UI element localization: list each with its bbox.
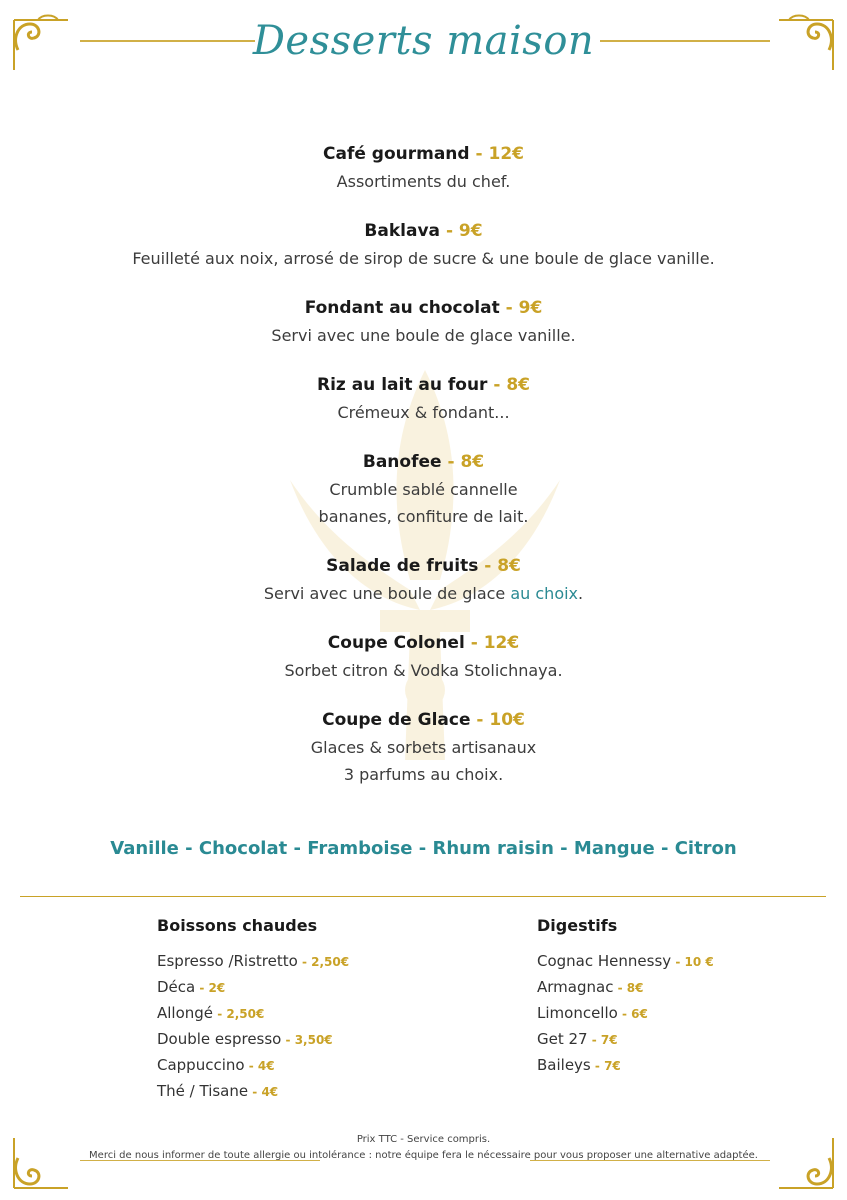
digestifs-list [537,949,714,1079]
drink-name: Get 27 [537,1030,588,1048]
dessert-price: - 12€ [464,633,520,653]
dessert-item [0,629,847,684]
dessert-description: Crumble sablé cannelle [329,480,518,499]
drink-price: - 7€ [590,1059,621,1073]
dessert-name-line [0,217,847,245]
drink-price: - 10 € [671,955,714,969]
drink-name: Thé / Tisane [157,1082,249,1100]
dessert-name-line [0,629,847,657]
dessert-name-line [0,448,847,476]
dessert-description: Glaces & sorbets artisanaux [310,738,537,757]
dessert-list [0,140,847,810]
dessert-description-accent: au choix [510,584,579,603]
dessert-item [0,448,847,530]
digestifs-section [537,916,714,1079]
dessert-name-line [0,371,847,399]
drink-row [537,1027,714,1053]
hot-drinks-section [157,916,349,1105]
drink-row [157,949,349,975]
dessert-name: Salade de fruits [326,556,479,576]
dessert-item [0,217,847,272]
dessert-name-line [0,294,847,322]
drink-name: Espresso /Ristretto [157,952,298,970]
dessert-description-teal: 3 parfums au choix. [343,765,504,784]
dessert-item [0,140,847,195]
drink-price: - 8€ [613,981,644,995]
drink-row [157,1053,349,1079]
dessert-name: Coupe Colonel [327,633,465,653]
drink-row [537,975,714,1001]
dessert-price: - 9€ [445,221,483,241]
drink-row [157,1079,349,1105]
dessert-description: Servi avec une boule de glace au choix. [263,584,584,603]
drink-row [537,1001,714,1027]
hot-drinks-title: Boissons chaudes [157,916,318,935]
drink-name: Cognac Hennessy [537,952,672,970]
drink-price: - 7€ [587,1033,618,1047]
dessert-description: Crémeux & fondant... [337,403,510,422]
dessert-description: bananes, confiture de lait. [318,507,529,526]
dessert-price: - 12€ [469,144,524,164]
drink-row [157,1001,349,1027]
dessert-item [0,371,847,426]
dessert-price: - 8€ [441,452,485,472]
drink-price: - 6€ [617,1007,648,1021]
dessert-price: - 10€ [470,710,525,730]
drink-row [157,975,349,1001]
dessert-name: Fondant au chocolat [304,298,500,318]
digestifs-title: Digestifs [537,916,618,935]
drink-row [537,949,714,975]
drink-name: Armagnac [537,978,614,996]
ice-cream-flavors: Vanille - Chocolat - Framboise - Rhum raisin - Mangue - Citron [110,838,737,859]
dessert-item [0,706,847,788]
drink-name: Cappuccino [157,1056,245,1074]
dessert-price: - 8€ [487,375,530,395]
drink-price: - 2,50€ [213,1007,265,1021]
dessert-description: Assortiments du chef. [336,172,511,191]
drink-row [157,1027,349,1053]
dessert-name-line [0,140,847,168]
dessert-item [0,294,847,349]
dessert-description: Sorbet citron & Vodka Stolichnaya. [284,661,563,680]
drink-name: Baileys [537,1056,591,1074]
footer-prices-note: Prix TTC - Service compris. [356,1134,491,1145]
page-title: Desserts maison [252,18,595,64]
footer-allergy-note: Merci de nous informer de toute allergie ou intolérance : notre équipe fera le nécessaire pour vous proposer une alternative adaptée. [89,1150,758,1161]
dessert-name-line [0,552,847,580]
drink-price: - 4€ [244,1059,275,1073]
dessert-name: Riz au lait au four [316,375,488,395]
drink-row [537,1053,714,1079]
dessert-description: Feuilleté aux noix, arrosé de sirop de sucre & une boule de glace vanille. [132,249,715,268]
dessert-name: Coupe de Glace [322,710,471,730]
drink-name: Double espresso [157,1030,282,1048]
hot-drinks-list [157,949,349,1105]
drink-price: - 3,50€ [281,1033,333,1047]
dessert-name: Baklava [364,221,446,241]
dessert-name: Café gourmand [323,144,470,164]
dessert-item [0,552,847,607]
drink-price: - 2,50€ [297,955,350,969]
drink-name: Déca [157,978,196,996]
drink-name: Allongé [157,1004,214,1022]
dessert-name-line [0,706,847,734]
dessert-description-end: . [578,584,584,603]
dessert-name: Banofee [362,452,442,472]
dessert-description: Servi avec une boule de glace vanille. [271,326,576,345]
drink-price: - 2€ [195,981,226,995]
dessert-price: - 9€ [499,298,543,318]
drink-price: - 4€ [248,1085,279,1099]
section-divider [20,896,826,897]
dessert-price: - 8€ [478,556,521,576]
drink-name: Limoncello [537,1004,618,1022]
